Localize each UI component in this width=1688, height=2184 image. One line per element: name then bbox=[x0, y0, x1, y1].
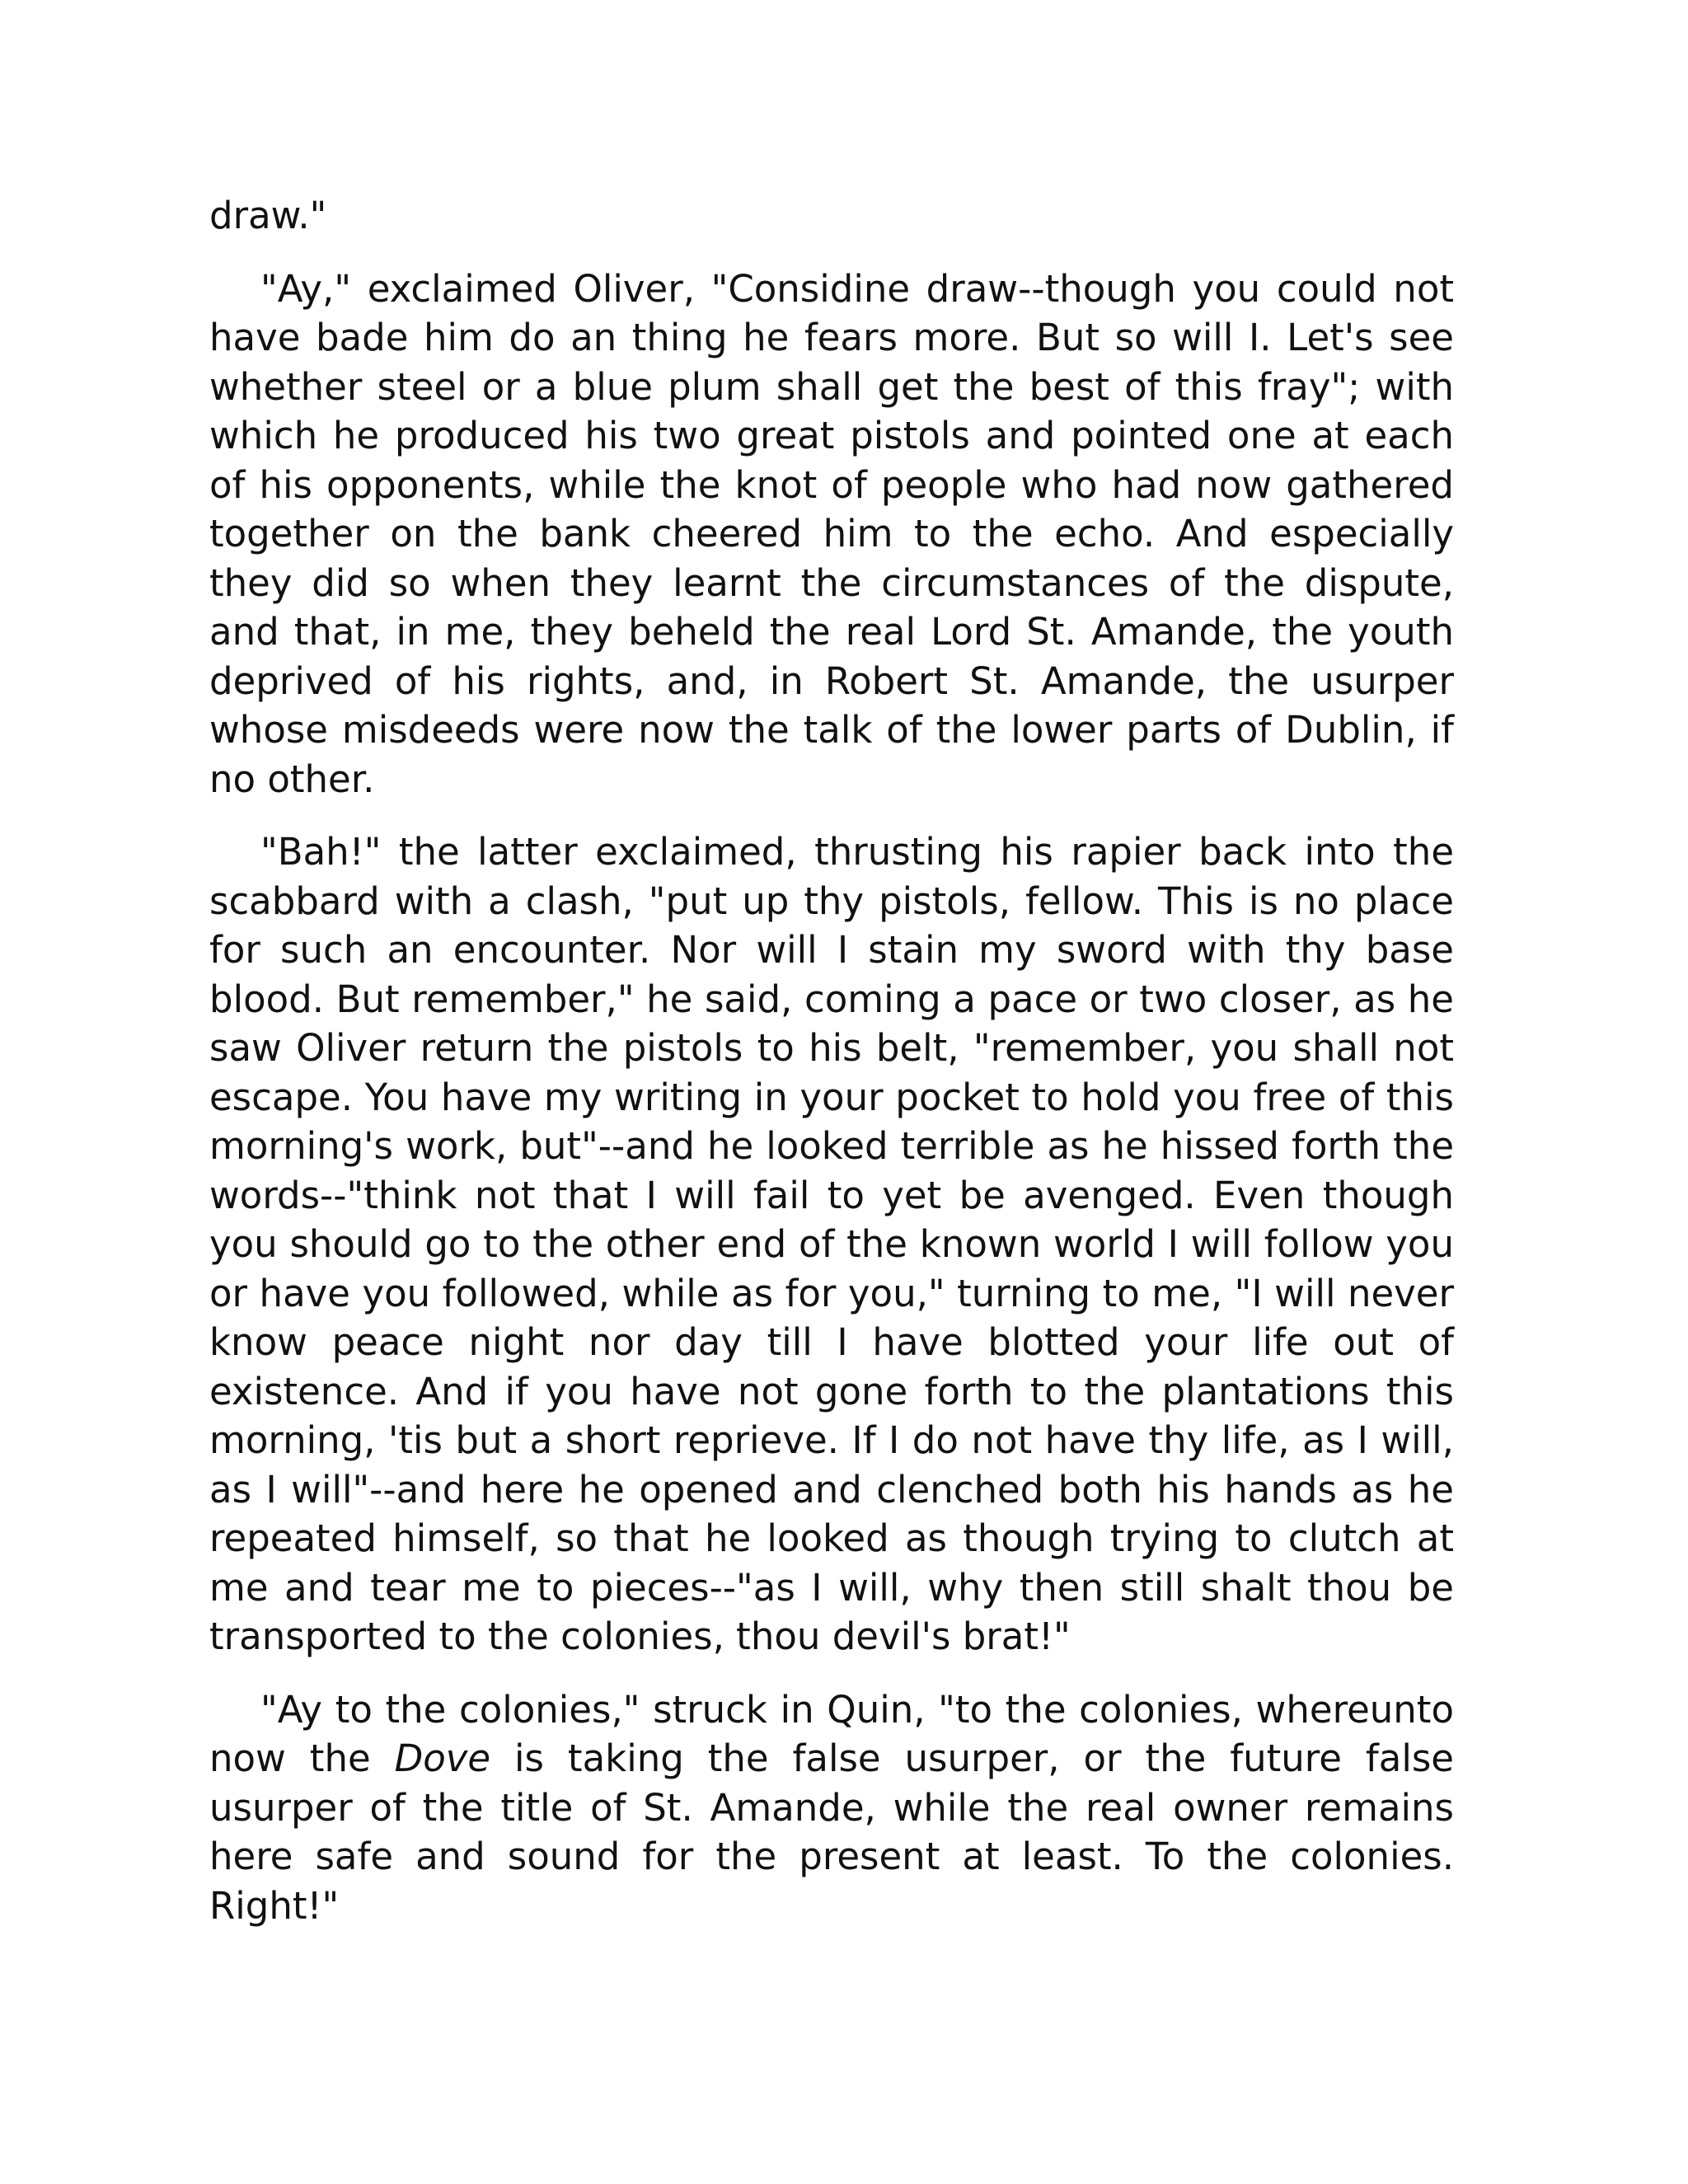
paragraph-2-text: "Ay," exclaimed Oliver, "Considine draw--though you could not have bade him do an thing he fears more. But so will I. Let's see whether steel or a blue plum shall get the best of this fray"; with which he produced his two great pistols and pointed one at each of his opponents, while the knot of people who had now gathered together on the bank cheered him to the echo. And especially they did so when they learnt the circumstances of the dispute, and that, in me, they beheld the real Lord St. Amande, the youth deprived of his rights, and, in Robert St. Amande, the usurper whose misdeeds were now the talk of the lower parts of Dublin, if no other. bbox=[209, 266, 1454, 801]
paragraph-3 bbox=[209, 827, 1454, 1661]
paragraph-4-text-before: "Ay to the colonies," struck in Quin, "to the colonies, whereunto now the bbox=[209, 1687, 1454, 1780]
paragraph-1-text: draw." bbox=[209, 194, 327, 237]
paragraph-4-text-after: is taking the false usurper, or the future false usurper of the title of St. Amande, while the real owner remains here safe and sound for the present at least. To the colonies. Right!" bbox=[209, 1736, 1454, 1928]
paragraph-4 bbox=[209, 1685, 1454, 1931]
book-page bbox=[209, 191, 1454, 1954]
paragraph-3-text: "Bah!" the latter exclaimed, thrusting his rapier back into the scabbard with a clash, "put up thy pistols, fellow. This is no place for such an encounter. Nor will I stain my sword with thy base blood. But remember," he said, coming a pace or two closer, as he saw Oliver return the pistols to his belt, "remember, you shall not escape. You have my writing in your pocket to hold you free of this morning's work, but"--and he looked terrible as he hissed forth the words--"think not that I will fail to yet be avenged. Even though you should go to the other end of the known world I will follow you or have you followed, while as for you," turning to me, "I will never know peace night nor day till I have blotted your life out of existence. And if you have not gone forth to the plantations this morning, 'tis but a short reprieve. If I do not have thy life, as I will, as I will"--and here he opened and clenched both his hands as he repeated himself, so that he looked as though trying to clutch at me and tear me to pieces--"as I will, why then still shalt thou be transported to the colonies, thou devil's brat!" bbox=[209, 830, 1454, 1658]
paragraph-1 bbox=[209, 191, 1454, 241]
ship-name-italic: Dove bbox=[394, 1736, 491, 1780]
paragraph-2 bbox=[209, 265, 1454, 804]
